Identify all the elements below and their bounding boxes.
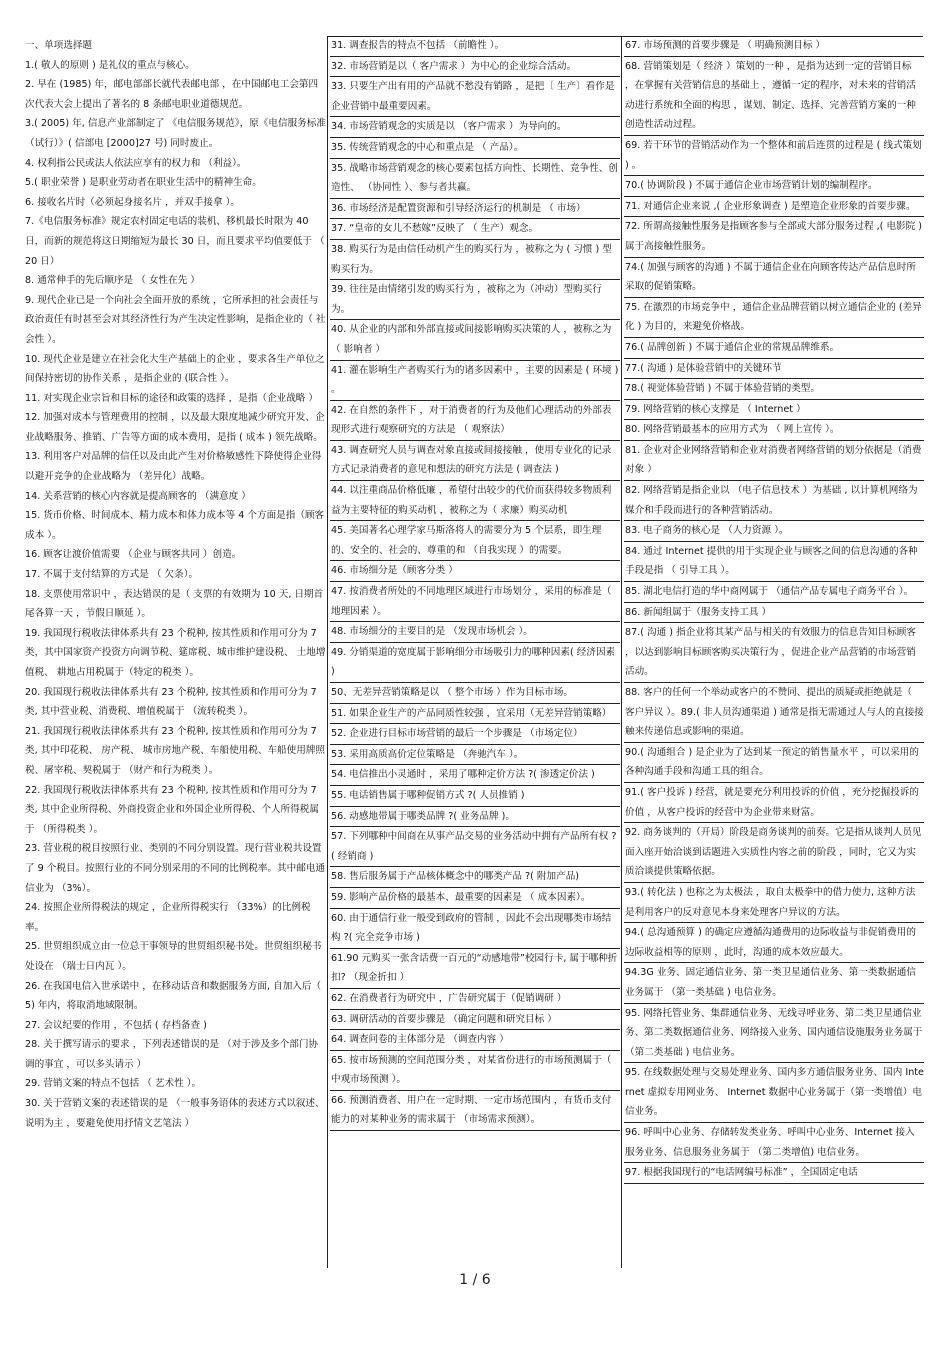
column-2 <box>330 36 620 1268</box>
question-item: 28. 关于撰写请示的要求 ，下列表述错误的是 （对于涉及多个部门协调的事宜 ，可以多头请示 ） <box>25 1039 319 1070</box>
question-item: 81. 企业对企业网络营销和企业对消费者网络营销的划分依据是（消费对象 ） <box>624 441 924 481</box>
question-item: 68. 营销策划是（ 经济 ）策划的一种 ，是指为达到一定的营销目标 ，在掌握有关营销信息的基础上 ，遵循一定的程序，对未来的营销活动进行系统和全面的构思 ，谋划、制定、选择、完善营销方案的一种创造性活动过程。 <box>624 57 924 136</box>
question-item: 92. 商务谈判的（开局）阶段是商务谈判的前奏。它是指从谈判人员见面入座开始洽谈到话题进入实质性内容之前的阶段 ，同时，它又为实质洽谈提供策略依据。 <box>624 823 924 883</box>
question-item: 95. 网络托管业务、集群通信业务、无线寻呼业务、第二类卫星通信业务、第二类数据通信业务、网络接入业务、国内通信设施服务业务属于 （第二类基础 ) 电信业务。 <box>624 1004 924 1064</box>
question-item: 43. 调查研究人员与调查对象直接或间接接触 ，使用专业化的记录方式记录消费者的意见和想法的研究方法是 ( 调查法 ) <box>330 441 620 481</box>
question-item: 52. 企业进行目标市场营销的最后一个步骤是 （市场定位） <box>330 724 620 745</box>
question-item: 30. 关于营销文案的表述错误的是 （一般事务语体的表述方式以叙述、说明为主 ，要避免使用抒情文艺笔法 ） <box>25 1098 325 1129</box>
question-item: 3.( 2005) 年, 信息产业部制定了 《电信服务规范》，原《电信服务标准（试行）》( 信部电 [2000]27 号) 同时废止。 <box>25 118 326 149</box>
question-item: 25. 世贸组织成立由一位总干事领导的世贸组织秘书处。世贸组织秘书处设在 （瑞士日内瓦 ）。 <box>25 941 322 972</box>
question-item: 55. 电话销售属于哪种促销方式 ?( 人员推销 ) <box>330 786 620 807</box>
question-item: 37. “皇帝的女儿不愁嫁”反映了 （ 生产）观念。 <box>330 219 620 240</box>
question-item: 17. 不属于支付结算的方式是 （ 欠条）。 <box>25 569 199 581</box>
question-item: 62. 在消费者行为研究中 ，广告研究属于（促销调研 ） <box>330 989 620 1010</box>
question-item: 35. 战略市场营销观念的核心要素包括方向性、长期性、竞争性、创造性、 （协同性 ）、参与者共赢。 <box>330 159 620 199</box>
question-item: 76.( 品牌创新 ) 不属于通信企业的常规品牌维系。 <box>624 338 924 359</box>
question-item: 35. 传统营销观念的中心和重点是 （ 产品）。 <box>330 138 620 159</box>
question-item: 86. 新闻组属于（服务支持工具 ） <box>624 603 924 624</box>
question-item: 33. 只要生产出有用的产品就不愁没有销路 ，是把〔 生产〕看作是企业营销中最重要因素。 <box>330 77 620 117</box>
question-item: 1.( 敬人的原则 ) 是礼仪的重点与核心。 <box>25 59 195 71</box>
question-item: 13. 利用客户对品牌的信任以及由此产生对价格敏感性下降使得企业得以避开竞争的企业战略为 （差异化）战略。 <box>25 451 322 483</box>
question-item: 67. 市场预测的首要步骤是 （ 明确预测目标 ） <box>624 36 924 57</box>
question-item: 5.( 职业荣誉 ) 是职业劳动者在职业生活中的精神生命。 <box>25 177 262 189</box>
question-item: 27. 会议纪要的作用 ，不包括 ( 存档备查 ) <box>25 1019 207 1031</box>
question-item: 34. 市场营销观念的实质是以 （客户需求 ）为导向的。 <box>330 117 620 138</box>
question-item: 7.《电信服务标准》规定农村固定电话的装机、移机最长时限为 40 日，而新的规范将这日期缩短为最长 30 日，而且要求平均值要低于 （ 20 日） <box>25 216 325 267</box>
column-3 <box>624 36 924 1268</box>
question-item: 46. 市场细分是（顾客分类 ） <box>330 561 620 582</box>
question-item: 11. 对实现企业宗旨和目标的途径和政策的选择 ，是指（企业战略 ） <box>25 392 319 404</box>
question-item: 2. 早在 (1985) 年，邮电部部长就代表邮电部 ，在中国邮电工会第四次代表大会上提出了著名的 8 条邮电职业道德规范。 <box>25 79 319 110</box>
question-item: 59. 影响产品价格的最基本、最重要的因素是 （ 成本因素）。 <box>330 888 620 909</box>
question-item: 61.90 元购买一张含话费一百元的“动感地带”校园行卡, 属于哪种折扣? （现金折扣 ） <box>330 949 620 989</box>
question-item: 12. 加强对成本与管理费用的控制 ，以及最大限度地减少研究开发、企业战略服务、推销、广告等方面的成本费用，是指 ( 成本 ) 领先战略。 <box>25 412 325 443</box>
question-item: 39. 往往是由情绪引发的购买行为 ，被称之为（冲动）型购买行为。 <box>330 280 620 320</box>
question-item: 22. 我国现行税收法律体系共有 23 个税种, 按其性质和作用可分为 7 类, 其中企业所得税、外商投资企业和外国企业所得税、个人所得税属于 （所得税类 ）。 <box>25 784 319 835</box>
question-item: 65. 按市场预测的空间范围分类 ，对某省份进行的市场预测属于（ 中观市场预测 ）。 <box>330 1051 620 1091</box>
question-item: 20. 我国现行税收法律体系共有 23 个税种, 按其性质和作用可分为 7 类, 其中营业税、消费税、增值税属于 （流转税类 ）。 <box>25 686 317 718</box>
question-item: 40. 从企业的内部和外部直接或间接影响购买决策的人 ，被称之为（ 影响者 ） <box>330 320 620 360</box>
question-item: 23. 营业税的税目按照行业、类别的不同分别设置。现行营业税共设置了 9 个税目。按照行业的不同分别采用的不同的比例税率。其中邮电通信业为 （3%）。 <box>25 843 326 894</box>
question-item: 57. 下列哪种中间商在从事产品交易的业务活动中拥有产品所有权 ?( 经销商 ) <box>330 827 620 867</box>
question-item: 19. 我国现行税收法律体系共有 23 个税种, 按其性质和作用可分为 7 类，其中国家资产投资方向调节税、筵席税、城市维护建设税、 土地增值税、 耕地占用税属于（特定的税类 ）。 <box>25 627 326 678</box>
question-item: 4. 权利指公民或法人依法应享有的权力和 （利益）。 <box>25 157 247 169</box>
question-item: 29. 营销文案的特点不包括 （ 艺术性 ）。 <box>25 1078 202 1090</box>
question-item: 41. 灌在影响生产者购买行为的诸多因素中 ，主要的因素是 ( 环境 ) 。 <box>330 361 620 401</box>
question-item: 64. 调查问卷的主体部分是 （调查内容 ） <box>330 1030 620 1051</box>
question-item: 53. 采用高质高价定位策略是 （奔驰汽车 ）。 <box>330 745 620 766</box>
question-item: 一、单项选择题 <box>25 40 93 51</box>
question-item: 77.( 沟通 ) 是体验营销中的关键环节 <box>624 359 924 380</box>
question-item: 6. 接收名片时（必须起身接名片 ，并双手接拿 ）。 <box>25 196 240 208</box>
question-item: 84. 通过 Internet 提供的用于实现企业与顾客之间的信息沟通的各种手段是指 （ 引导工具 ）。 <box>624 542 924 582</box>
question-item: 79. 网络营销的核心支撑是 （ Internet ） <box>624 400 924 421</box>
question-item: 72. 所谓高接触性服务是指顾客参与全部或大部分服务过程 ,( 电影院 ) 属于高接触性服务。 <box>624 217 924 257</box>
question-item: 45. 美国著名心理学家马斯洛将人的需要分为 5 个层系，即生理的、安全的、社会的、尊重的和 （自我实现 ）的需要。 <box>330 521 620 561</box>
question-item: 16. 顾客让渡价值需要 （企业与顾客共同 ）创造。 <box>25 549 242 561</box>
question-item: 49. 分销渠道的宽度属于影响细分市场吸引力的哪种因素( 经济因素 ) <box>330 643 620 683</box>
question-item: 32. 市场营销是以（ 客户需求 ）为中心的企业综合活动。 <box>330 57 620 78</box>
column-1 <box>24 36 326 1268</box>
column-divider <box>327 36 328 1268</box>
question-item: 15. 货币价格、时间成本、精力成本和体力成本等 4 个方面是指（顾客成本 ）。 <box>25 510 325 541</box>
question-item: 71. 对通信企业来说 ,( 企业形象调查 ) 是塑造企业形象的首要步骤。 <box>624 197 924 218</box>
question-item: 80. 网络营销最基本的应用方式为 （ 网上宣传 ）。 <box>624 420 924 441</box>
question-item: 9. 现代企业已是一个向社会全面开放的系统 ，它所承担的社会责任与政治责任有时甚至会对其经济性行为产生决定性影响，是指企业的（ 社会性 ）。 <box>25 294 326 345</box>
question-item: 91.( 客户投诉 ) 经营，就是要充分利用投诉的价值 ，充分挖掘投诉的价值 ，从客户投诉的经营中为企业带来财富。 <box>624 783 924 823</box>
question-item: 54. 电信推出小灵通时 ，采用了哪种定价方法 ?( 渗透定价法 ) <box>330 765 620 786</box>
question-item: 69. 若干环节的营销活动作为一个整体和前后连贯的过程是 ( 线式策划 ) 。 <box>624 136 924 176</box>
question-item: 97. 根据我国现行的“电话网编号标准” ，全国固定电话 <box>624 1163 924 1184</box>
question-item: 96. 呼叫中心业务、存储转发类业务、呼叫中心业务、Internet 接入服务业务、信息服务业务属于 （第二类增值) 电信业务。 <box>624 1123 924 1163</box>
question-item: 44. 以注重商品价格低廉 ，希望付出较少的代价而获得较多物质利益为主要特征的购买动机 ，被称之为（ 求廉）购买动机 <box>330 481 620 521</box>
question-item: 87.( 沟通 ) 指企业将其某产品与相关的有效服力的信息告知目标顾客 ，以达到影响目标顾客购买决策行为 ，促进企业产品营销的市场营销活动。 <box>624 623 924 683</box>
question-item: 78.( 视觉体验营销 ) 不属于体验营销的类型。 <box>624 379 924 400</box>
question-item: 48. 市场细分的主要目的是 （发现市场机会 ）。 <box>330 622 620 643</box>
question-item: 75. 在激烈的市场竞争中 ，通信企业品牌营销以树立通信企业的 (差异化 ) 为目的，来避免价格战。 <box>624 298 924 338</box>
question-item: 74.( 加强与顾客的沟通 ) 不属于通信企业在向顾客传达产品信息时所采取的促销策略。 <box>624 258 924 298</box>
question-item: 82. 网络营销是指企业以 （电子信息技术 ）为基础 , 以计算机网络为媒介和手段而进行的各种营销活动。 <box>624 481 924 521</box>
question-item: 18. 支票使用常识中 ，表达错误的是（ 支票的有效期为 10 天, 日期首尾各算一天 ，节假日顺延 ）。 <box>25 588 324 620</box>
question-item: 94.( 总沟通预算 ) 的确定应遵循沟通费用的边际收益与非促销费用的边际收益相等的原则 ，此时，沟通的成本效应最大。 <box>624 923 924 963</box>
question-item: 51. 如果企业生产的产品同质性较强 ，宜采用（无差异营销策略） <box>330 704 620 725</box>
question-item: 50、无差异营销策略是以 （ 整个市场 ）作为目标市场。 <box>330 683 620 704</box>
column-divider <box>621 36 622 1268</box>
question-item: 21. 我国现行税收法律体系共有 23 个税种, 按其性质和作用可分为 7 类, 其中印花税、 房产税、 城市房地产税、车船使用税、车船使用牌照税、屠宰税、契税属于 （财产和行为税类 ）。 <box>25 725 326 776</box>
question-item: 70.( 协调阶段 ) 不属于通信企业市场营销计划的编制程序。 <box>624 176 924 197</box>
question-item: 10. 现代企业是建立在社会化大生产基础上的企业 ，要求各生产单位之间保持密切的协作关系 ，是指企业的 (联合性 ）。 <box>25 353 325 385</box>
question-item: 24. 按照企业所得税法的规定 ，企业所得税实行 （33%）的比例税率。 <box>25 902 311 933</box>
question-item: 83. 电子商务的核心是 （人力资源 ）。 <box>624 521 924 542</box>
question-item: 47. 按消费者所处的不同地理区域进行市场划分 ，采用的标准是（ 地理因素 ）。 <box>330 582 620 622</box>
question-item: 42. 在自然的条件下 ，对于消费者的行为及他们心理活动的外部表现形式进行观察研究的方法是 （ 观察法） <box>330 401 620 441</box>
question-item: 38. 购买行为是由信任动机产生的购买行为 ，被称之为 ( 习惯 ) 型购买行为。 <box>330 240 620 280</box>
question-item: 63. 调研活动的首要步骤是 （确定问题和研究目标 ） <box>330 1010 620 1031</box>
question-item: 93.( 转化法 ) 也称之为太极法 ，取自太极拳中的借力使力, 这种方法是利用客户的反对意见本身来处理客户异议的方法。 <box>624 883 924 923</box>
question-item: 88. 客户的任何一个举动或客户的不赞同、提出的质疑或拒绝就是（ 客户异议 ）。89.( 非人员沟通渠道 ) 通常是指无需通过人与人的直接接触来传递信息或影响的渠道。 <box>624 683 924 743</box>
question-item: 60. 由于通信行业一般受到政府的管制 ，因此不会出现哪类市场结构 ?( 完全竞争市场 ) <box>330 909 620 949</box>
question-item: 90.( 沟通组合 ) 是企业为了达到某一预定的销售量水平 ，可以采用的各种沟通手段和沟通工具的组合。 <box>624 743 924 783</box>
question-item: 14. 关系营销的核心内容就是提高顾客的 （满意度 ） <box>25 490 251 502</box>
question-item: 8. 通常伸手的先后顺序是 （ 女性在先 ） <box>25 275 200 287</box>
page-number: 1 / 6 <box>459 1272 491 1288</box>
question-item: 66. 预测消费者、用户在一定时期、一定市场范围内 ，有货币支付能力的对某种业务的需求属于 （市场需求预测）。 <box>330 1091 620 1131</box>
question-item: 36. 市场经济是配置资源和引导经济运行的机制是 （ 市场） <box>330 199 620 220</box>
question-item: 95. 在线数据处理与交易处理业务、国内多方通信服务业务、国内 Internet 虚拟专用网业务、 Internet 数据中心业务属于（第一类增值）电信业务。 <box>624 1063 924 1123</box>
question-item: 85. 湖北电信打造的华中商网属于 （通信产品专属电子商务平台 ）。 <box>624 582 924 603</box>
question-item: 58. 售后服务属于产品核体概念中的哪类产品 ?( 附加产品) <box>330 867 620 888</box>
question-item: 26. 在我国电信入世承诺中 ，在移动话音和数据服务方面, 自加入后（ 5) 年内，将取消地域限制。 <box>25 980 322 1012</box>
question-item: 31. 调查报告的特点不包括 （前瞻性 ）。 <box>330 36 620 57</box>
question-item: 94.3G 业务、固定通信业务、第一类卫星通信业务、第一类数据通信业务属于 （第一类基础 ) 电信业务。 <box>624 963 924 1003</box>
question-item: 56. 动感地带属于哪类品牌 ?( 业务品牌 )。 <box>330 807 620 828</box>
